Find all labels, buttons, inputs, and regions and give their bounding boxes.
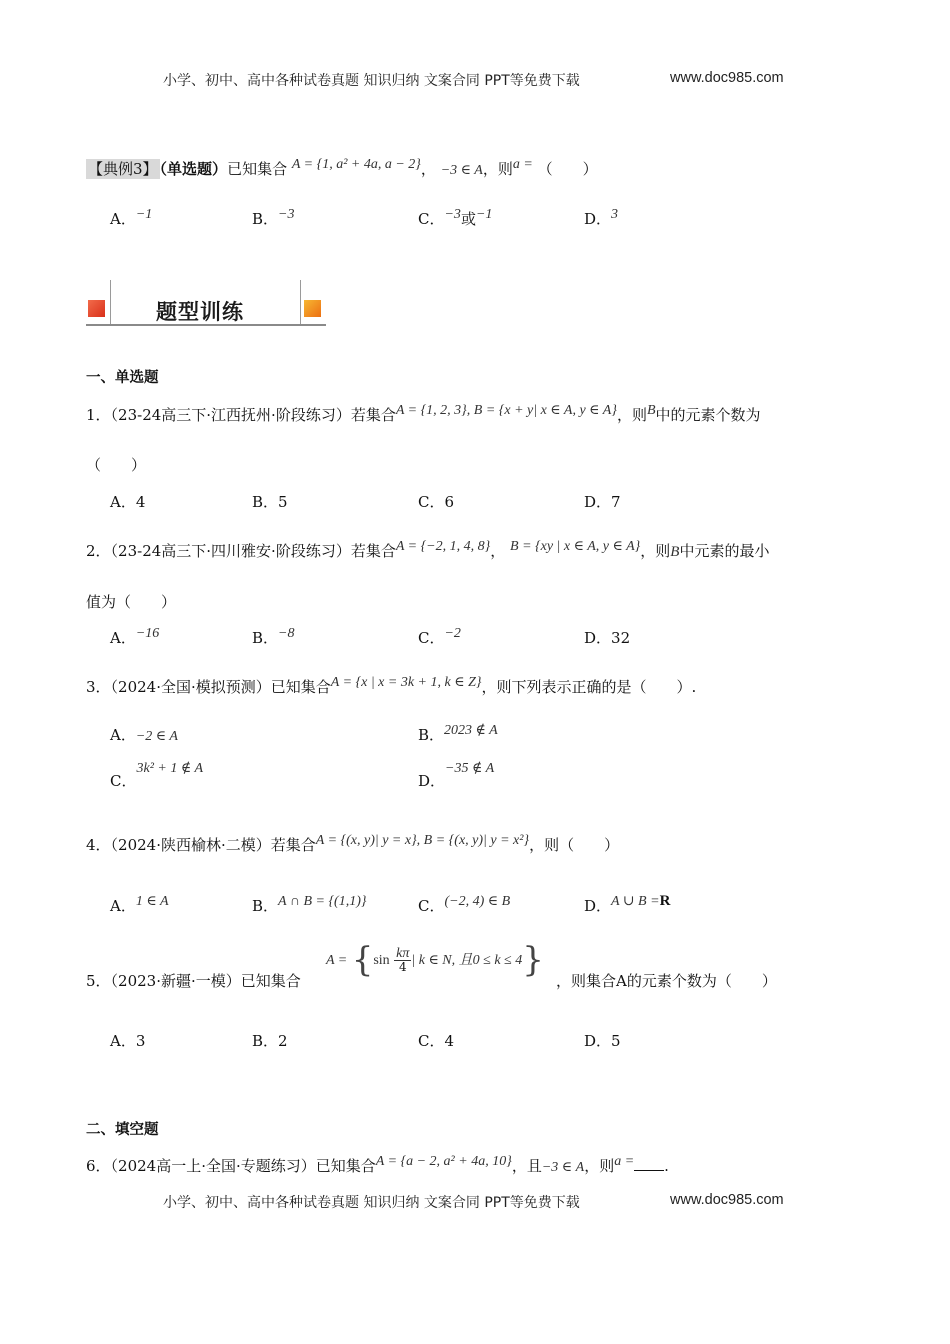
q4-num: 4．	[86, 836, 111, 854]
option-label: C．	[110, 772, 137, 790]
banner-left-rule	[110, 280, 111, 324]
q5-sin: sin	[373, 953, 390, 968]
q5-frac-den: 4	[398, 959, 407, 974]
option-label: C．	[418, 897, 445, 915]
question-3	[86, 676, 696, 697]
example-a-math: a =	[512, 157, 533, 172]
q2-tail: 中元素的最小	[679, 542, 770, 560]
option-label: C．	[418, 210, 445, 228]
q1-math: A = {1, 2, 3}, B = {x + y| x ∈ A, y ∈ A}	[395, 403, 617, 418]
option-math: −3	[444, 207, 461, 222]
q5-tail: ，则集合A的元素个数为（ ）	[556, 972, 777, 990]
q6-cond: −3 ∈ A	[541, 1160, 585, 1175]
option-math: −1	[135, 207, 153, 222]
q2-source: （23-24高三下·四川雅安·阶段练习）若集合	[110, 542, 396, 560]
example-option-a[interactable]	[110, 208, 152, 229]
option-label: A．	[110, 726, 136, 744]
option-math: −2	[444, 626, 461, 641]
option-math: (−2, 4) ∈ B	[444, 894, 511, 909]
q6-answer-blank[interactable]	[634, 1158, 664, 1171]
q2-comma: ，	[490, 542, 506, 560]
q5-math	[326, 940, 544, 980]
example-3	[86, 158, 598, 179]
q5-num: 5．	[86, 972, 111, 990]
left-brace-icon: {	[351, 940, 374, 980]
q3-option-c[interactable]	[110, 761, 204, 791]
q3-num: 3．	[86, 678, 111, 696]
q2-option-a[interactable]	[110, 627, 159, 648]
section-banner	[86, 276, 326, 326]
page-header	[163, 70, 580, 90]
q5-option-a[interactable]: A．3	[110, 1032, 146, 1050]
page-footer	[163, 1192, 580, 1212]
option-label: D．	[584, 210, 612, 228]
q6-mid: ，且	[511, 1157, 542, 1175]
option-math: −35 ∉ A	[445, 761, 495, 776]
banner-title: 题型训练	[156, 300, 244, 324]
option-math: −16	[135, 626, 160, 641]
example-set-math: A = {1, a² + 4a, a − 2}	[291, 157, 421, 172]
q1-option-b[interactable]: B．5	[252, 493, 288, 511]
q1-b: B	[646, 403, 656, 418]
option-label: A．	[110, 210, 136, 228]
q5-option-c[interactable]: C．4	[418, 1032, 455, 1050]
q4-option-d[interactable]	[584, 895, 670, 916]
q1-option-c[interactable]: C．6	[418, 493, 455, 511]
option-math: 1 ∈ A	[135, 894, 169, 909]
q5-option-b[interactable]: B．2	[252, 1032, 288, 1050]
q1-option-a[interactable]: A．4	[110, 493, 146, 511]
q2-b: B	[670, 544, 680, 560]
question-2	[86, 540, 769, 561]
option-label: A．	[110, 629, 136, 647]
option-label: D．	[418, 772, 446, 790]
option-or: 或	[460, 210, 476, 228]
option-label: D．	[584, 629, 612, 647]
q2-math-b: B = {xy | x ∈ A, y ∈ A}	[510, 539, 641, 554]
question-5	[86, 970, 301, 991]
q2-math-a: A = {−2, 1, 4, 8}	[395, 539, 491, 554]
example-kind: （单选题）	[159, 160, 228, 178]
q1-num: 1．	[86, 406, 111, 424]
right-brace-icon: }	[522, 940, 544, 980]
q3-source: （2024·全国·模拟预测）已知集合	[110, 678, 331, 696]
q3-option-b[interactable]	[418, 724, 498, 745]
option-label: B．	[252, 629, 279, 647]
option-label: C．	[418, 629, 445, 647]
option-math: A ∩ B = {(1,1)}	[278, 894, 367, 909]
q4-tail: ，则（ ）	[529, 836, 620, 854]
part1-title: 一、单选题	[86, 370, 159, 386]
option-math: 3k² + 1 ∉ A	[136, 761, 204, 776]
option-math: A ∪ B =	[611, 894, 660, 909]
option-bold-r: R	[659, 893, 671, 909]
header-url[interactable]: www.doc985.com	[670, 70, 784, 86]
option-math: 2023 ∉ A	[444, 723, 498, 738]
q5-cond: | k ∈ N, 且0 ≤ k ≤ 4	[411, 953, 523, 968]
example-paren: （ ）	[537, 160, 598, 178]
q1-paren: （ ）	[86, 456, 147, 474]
example-tag: 【典例3】	[88, 160, 158, 178]
q1-source: （23-24高三下·江西抚州·阶段练习）若集合	[110, 406, 396, 424]
header-text: 小学、初中、高中各种试卷真题 知识归纳 文案合同 PPT等免费下载	[163, 73, 580, 89]
example-then: ，则	[482, 160, 513, 178]
option-math: 3	[611, 207, 619, 222]
q2-line2: 值为（ ）	[86, 593, 177, 611]
q1-tail: 中的元素个数为	[655, 406, 761, 424]
option-label: B．	[252, 897, 279, 915]
q2-option-c[interactable]	[418, 627, 461, 648]
option-label: B．	[252, 210, 279, 228]
option-text: 32	[611, 629, 631, 647]
q6-a: a =	[614, 1154, 635, 1169]
option-label: D．	[584, 897, 612, 915]
example-lead: 已知集合	[227, 160, 288, 178]
example-cond-math: −3 ∈ A	[440, 163, 483, 178]
q2-num: 2．	[86, 542, 111, 560]
q3-option-a[interactable]	[110, 724, 178, 745]
q1-option-d[interactable]: D．7	[584, 493, 621, 511]
q5-source: （2023·新疆·一模）已知集合	[110, 972, 301, 990]
question-1	[86, 404, 761, 425]
q5-frac-num: kπ	[396, 945, 410, 961]
q4-option-a[interactable]	[110, 895, 169, 916]
q5-fraction	[394, 947, 411, 974]
q6-end: .	[664, 1157, 669, 1175]
q6-num: 6．	[86, 1157, 111, 1175]
q2-then: ，则	[640, 542, 671, 560]
q4-option-c[interactable]	[418, 895, 510, 916]
example-option-c[interactable]	[418, 208, 492, 229]
q4-option-b[interactable]	[252, 895, 366, 916]
footer-url[interactable]: www.doc985.com	[670, 1192, 784, 1208]
q1-then: ，则	[616, 406, 647, 424]
part2-title: 二、填空题	[86, 1122, 159, 1138]
banner-right-rule	[300, 280, 301, 324]
q3-tail: ，则下列表示正确的是（ ）.	[481, 678, 697, 696]
footer-text: 小学、初中、高中各种试卷真题 知识归纳 文案合同 PPT等免费下载	[163, 1195, 580, 1211]
option-label: B．	[418, 726, 445, 744]
option-math: −3	[278, 207, 295, 222]
question-6	[86, 1155, 669, 1176]
q5-option-d[interactable]: D．5	[584, 1032, 621, 1050]
example-comma: ，	[420, 160, 436, 178]
q3-option-d[interactable]	[418, 761, 495, 791]
q6-source: （2024高一上·全国·专题练习）已知集合	[110, 1157, 376, 1175]
q6-math: A = {a − 2, a² + 4a, 10}	[375, 1154, 512, 1169]
q2-option-b[interactable]	[252, 627, 294, 648]
q4-math: A = {(x, y)| y = x}, B = {(x, y)| y = x²}	[315, 833, 530, 848]
example-option-b[interactable]	[252, 208, 294, 229]
question-4	[86, 834, 619, 855]
option-math: −8	[278, 626, 295, 641]
option-label: A．	[110, 897, 136, 915]
example-option-d[interactable]	[584, 208, 618, 229]
q2-option-d[interactable]	[584, 627, 630, 648]
banner-right-square-icon	[304, 300, 321, 317]
option-math: −2 ∈ A	[135, 729, 178, 744]
q6-then: ，则	[584, 1157, 615, 1175]
q4-source: （2024·陕西榆林·二模）若集合	[110, 836, 316, 854]
banner-left-square-icon	[88, 300, 105, 317]
q5-lhs: A =	[326, 953, 348, 968]
q3-math: A = {x | x = 3k + 1, k ∈ Z}	[330, 675, 482, 690]
option-math-2: −1	[475, 207, 493, 222]
